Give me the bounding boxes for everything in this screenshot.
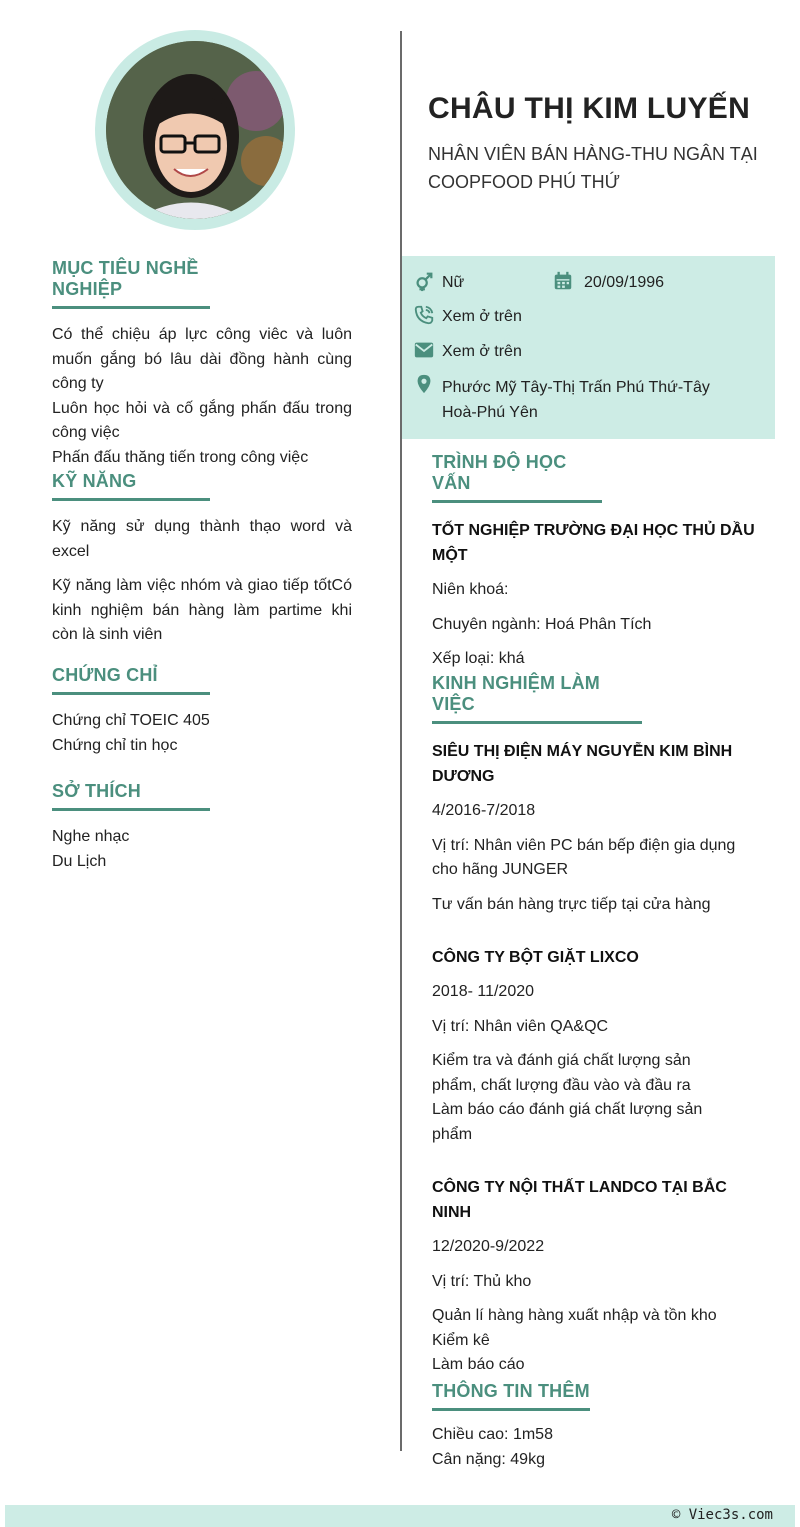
job-position: Vị trí: Thủ kho (432, 1272, 532, 1290)
skill-item: Kỹ năng sử dụng thành thạo word và excel (52, 518, 352, 560)
hobby-item: Du Lịch (52, 852, 107, 870)
footer-bar (5, 1505, 795, 1527)
certificate-item: Chứng chỉ TOEIC 405 (52, 712, 210, 729)
column-divider (400, 31, 402, 1451)
extra-title: THÔNG TIN THÊM (432, 1381, 590, 1411)
job-company: SIÊU THỊ ĐIỆN MÁY NGUYỄN KIM BÌNH DƯƠNG (432, 743, 733, 785)
extra-weight: Cân nặng: 49kg (432, 1450, 545, 1468)
objective-line: Phấn đấu thăng tiến trong công việc (52, 448, 309, 466)
education-school: TỐT NGHIỆP TRƯỜNG ĐẠI HỌC THỦ DẦU MỘT (432, 522, 755, 564)
job-description: Kiểm tra và đánh giá chất lượng sản phẩm, chất lượng đầu vào và đầu ra (432, 1052, 691, 1094)
experience-section (432, 673, 762, 1378)
education-major: Chuyên ngành: Hoá Phân Tích (432, 615, 652, 633)
extra-height: Chiều cao: 1m58 (432, 1426, 553, 1443)
address-text: Phước Mỹ Tây-Thị Trấn Phú Thứ-Tây Hoà-Phú Yên (442, 379, 710, 421)
candidate-name: CHÂU THỊ KIM LUYẾN (428, 92, 751, 125)
education-grade: Xếp loại: khá (432, 650, 525, 667)
education-section (432, 452, 762, 672)
job-period: 12/2020-9/2022 (432, 1238, 545, 1255)
job-position: Vị trí: Nhân viên QA&QC (432, 1017, 609, 1035)
job-entry (432, 945, 762, 1147)
hobby-item: Nghe nhạc (52, 828, 130, 845)
objective-section (52, 258, 352, 470)
job-description: Làm báo cáo (432, 1356, 525, 1373)
education-years: Niên khoá: (432, 581, 509, 598)
job-company: CÔNG TY BỘT GIẶT LIXCO (432, 949, 639, 966)
job-entry (432, 1175, 762, 1378)
skills-title: KỸ NĂNG (52, 471, 210, 501)
gender-icon (413, 270, 435, 292)
location-icon (413, 373, 435, 395)
skill-item: Kỹ năng làm việc nhóm và giao tiếp tốtCó kinh nghiệm bán hàng làm partime khi còn là sinh viên (52, 577, 352, 643)
avatar (95, 30, 295, 230)
certificates-title: CHỨNG CHỈ (52, 665, 210, 695)
extra-section (432, 1381, 762, 1472)
certificates-section (52, 665, 210, 758)
phone-text: Xem ở trên (442, 308, 522, 325)
objective-line: Có thể chiệu áp lực công viêc và luôn muốn gắng bó lâu dài đồng hành cùng công ty (52, 326, 352, 392)
experience-title: KINH NGHIỆM LÀM VIỆC (432, 673, 642, 724)
job-description: Quản lí hàng hàng xuất nhập và tồn kho (432, 1307, 717, 1324)
phone-icon (413, 304, 435, 326)
hobbies-title: SỞ THÍCH (52, 781, 210, 811)
avatar-photo (106, 41, 284, 219)
objective-line: Luôn học hỏi và cố gắng phấn đấu trong công việc (52, 399, 352, 441)
job-entry (432, 739, 762, 917)
birthday-text: 20/09/1996 (584, 274, 665, 291)
candidate-role: NHÂN VIÊN BÁN HÀNG-THU NGÂN TẠI COOPFOOD PHÚ THỨ (428, 144, 758, 192)
email-text: Xem ở trên (442, 343, 522, 360)
job-description: Tư vấn bán hàng trực tiếp tại cửa hàng (432, 895, 711, 913)
hobbies-section (52, 781, 210, 874)
job-period: 4/2016-7/2018 (432, 802, 536, 819)
footer-credit: © Viec3s.com (671, 1507, 773, 1523)
job-position: Vị trí: Nhân viên PC bán bếp điện gia dụng cho hãng JUNGER (432, 836, 736, 878)
skills-section (52, 471, 352, 648)
job-company: CÔNG TY NỘI THẤT LANDCO TẠI BẮC NINH (432, 1179, 727, 1221)
certificate-item: Chứng chỉ tin học (52, 736, 178, 754)
objective-title: MỤC TIÊU NGHỀ NGHIỆP (52, 258, 210, 309)
calendar-icon (552, 270, 574, 292)
job-description: Kiểm kê (432, 1331, 490, 1349)
job-description: Làm báo cáo đánh giá chất lượng sản phẩm (432, 1101, 703, 1143)
gender-text: Nữ (442, 274, 465, 291)
email-icon (413, 339, 435, 361)
education-title: TRÌNH ĐỘ HỌC VẤN (432, 452, 602, 503)
job-period: 2018- 11/2020 (432, 983, 535, 1000)
contact-panel (402, 256, 775, 439)
